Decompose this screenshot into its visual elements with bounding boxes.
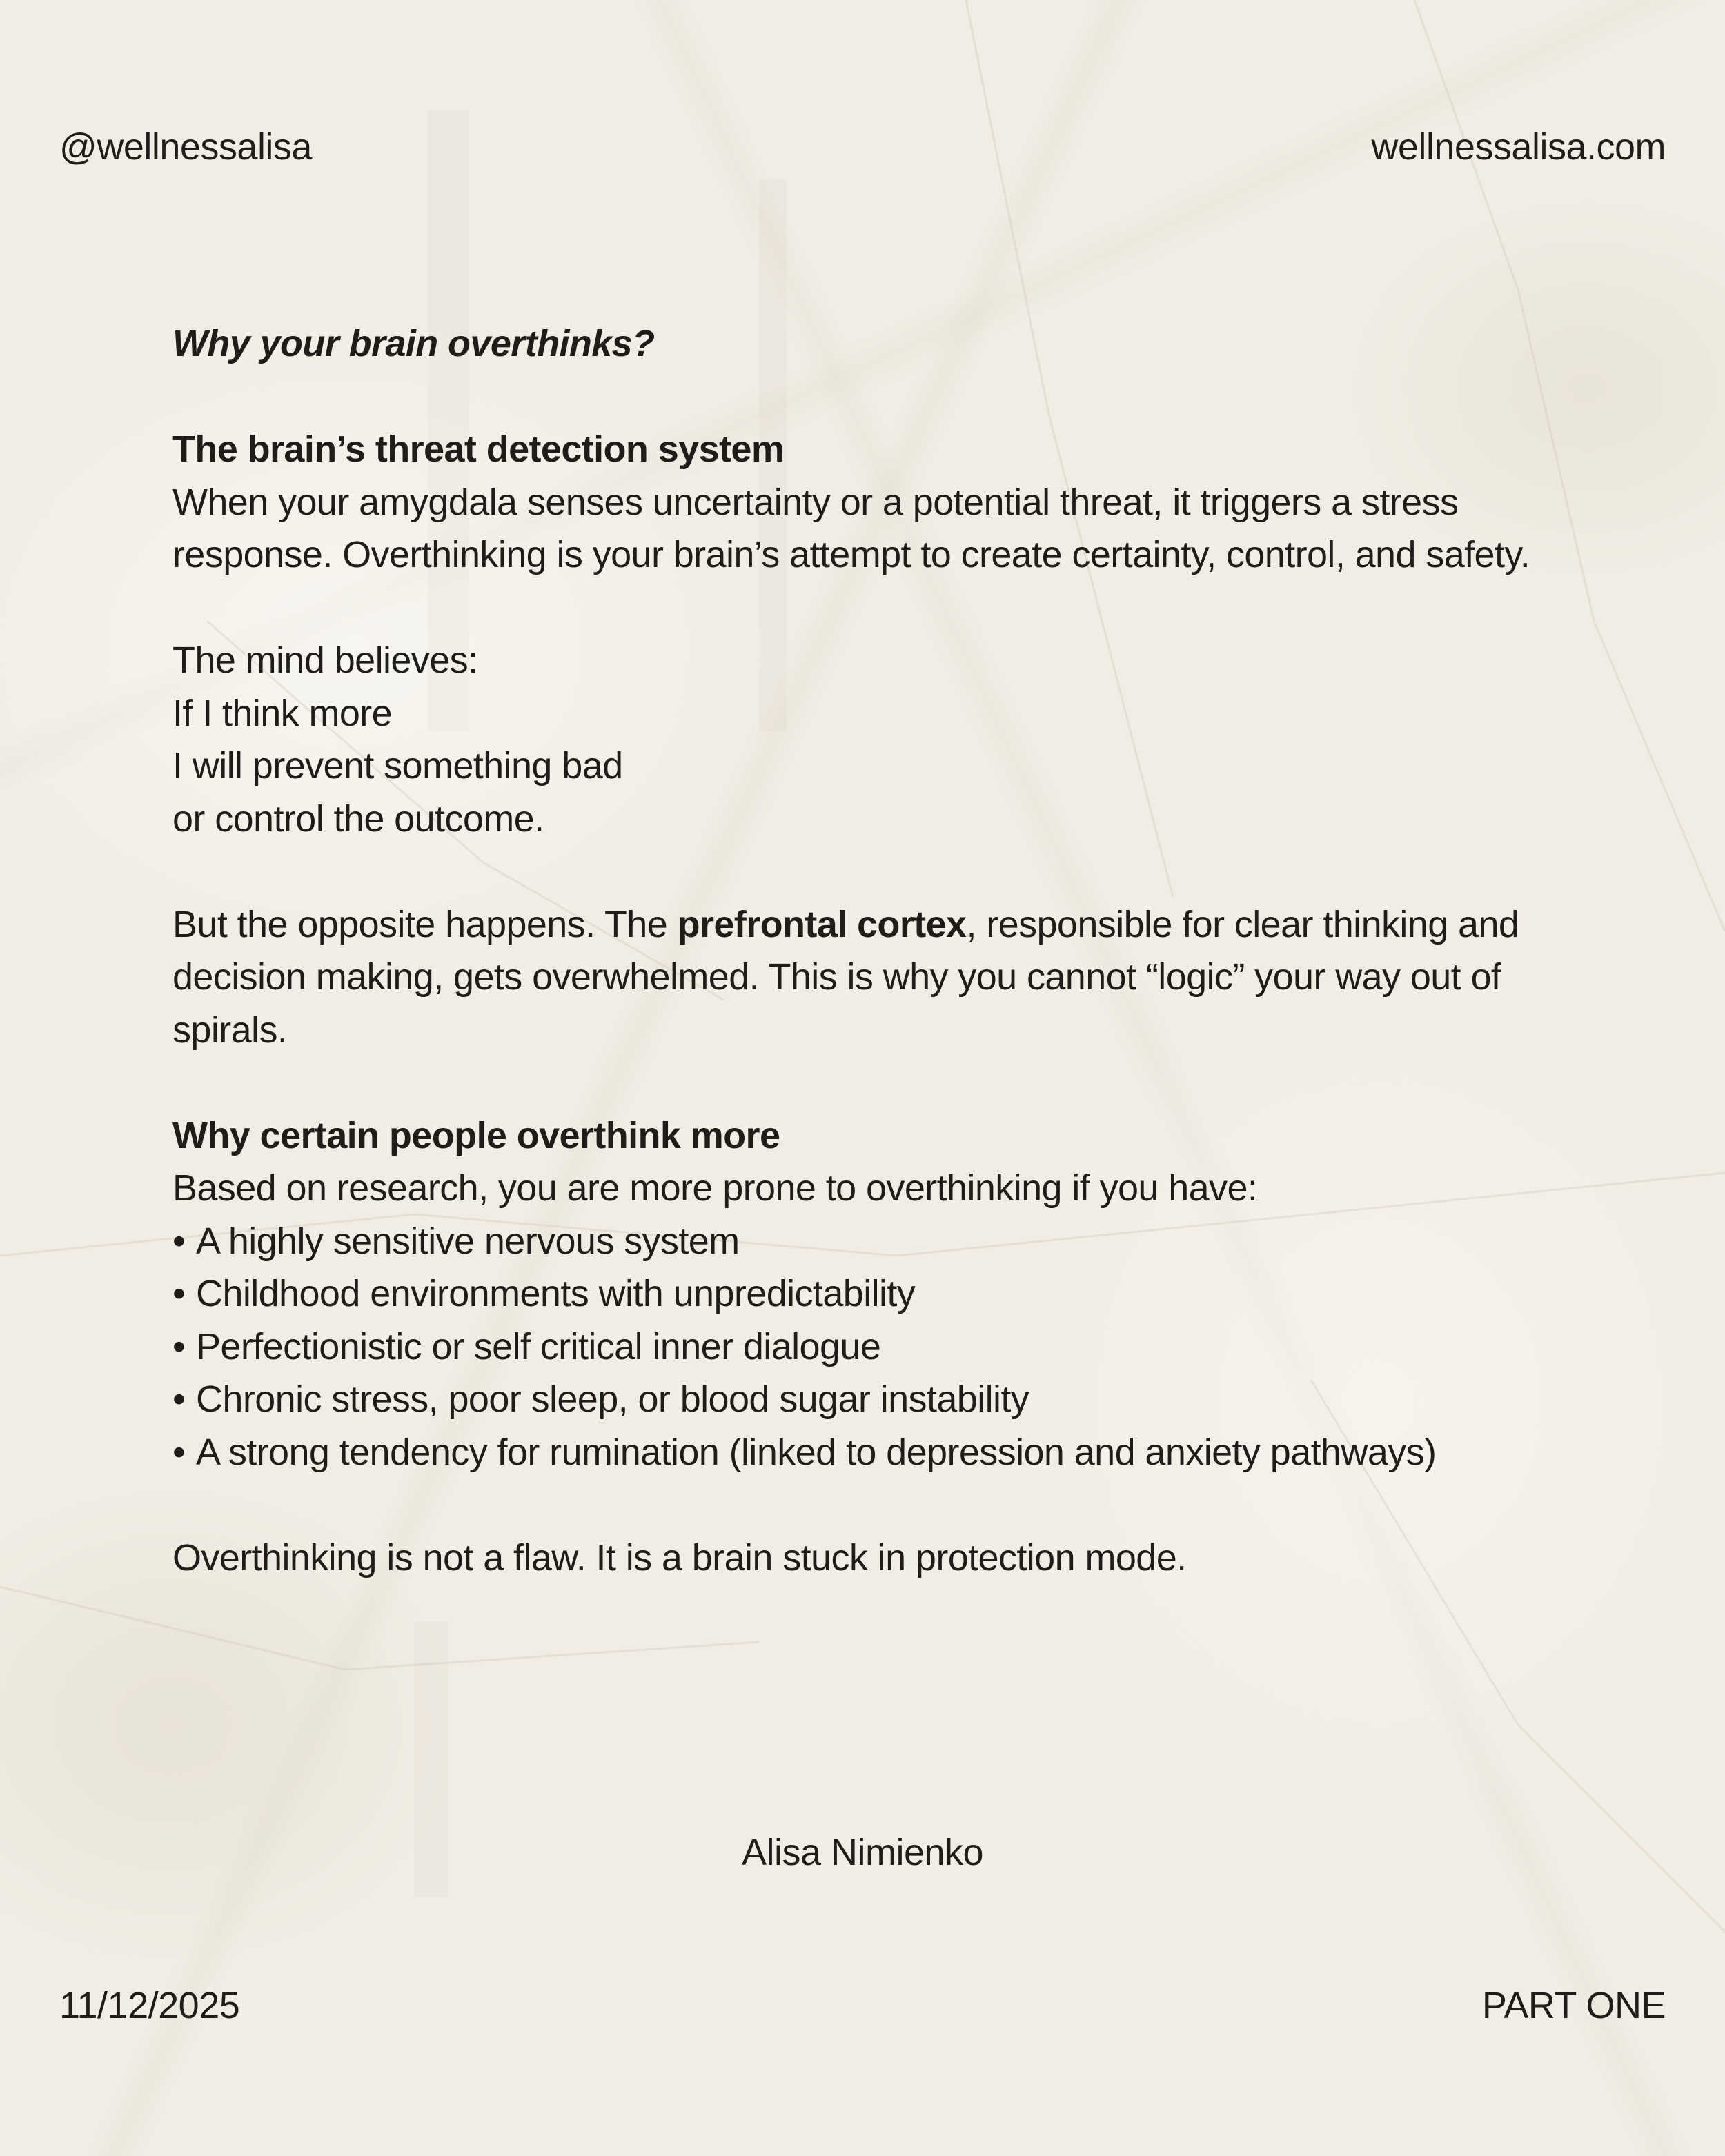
part-label: PART ONE	[1481, 1985, 1666, 2026]
list-item	[172, 1267, 1587, 1321]
article-title: Why your brain overthinks?	[172, 323, 655, 364]
belief-line: I will prevent something bad	[172, 745, 623, 787]
research-intro: Based on research, you are more prone to overthinking if you have:	[172, 1167, 1258, 1209]
author-signature: Alisa Nimienko	[741, 1832, 984, 1873]
website-url: wellnessalisa.com	[1371, 126, 1666, 168]
list-item-text: Perfectionistic or self critical inner dialogue	[196, 1325, 881, 1367]
list-item-text: Chronic stress, poor sleep, or blood sugar instability	[196, 1378, 1029, 1420]
bullet-icon: •	[172, 1220, 186, 1262]
list-item	[172, 1426, 1587, 1479]
paragraph-prefrontal-cortex	[172, 898, 1587, 1057]
list-item	[172, 1321, 1587, 1374]
list-item-text: A highly sensitive nervous system	[196, 1220, 740, 1262]
article-body	[172, 317, 1587, 1584]
list-item	[172, 1215, 1587, 1268]
section-heading-who: Why certain people overthink more	[172, 1114, 780, 1156]
belief-line: or control the outcome.	[172, 798, 544, 840]
paragraph-amygdala: When your amygdala senses uncertainty or a potential threat, it triggers a stress response. Overthinking is your brain’s attempt to create certainty, control, and safety.	[172, 481, 1530, 575]
bullet-icon: •	[172, 1273, 186, 1314]
belief-line: If I think more	[172, 692, 393, 734]
cortex-text-after: , responsible for clear thinking and decision making, gets overwhelmed. This is why you cannot “logic” your way out of spirals.	[172, 903, 1519, 1051]
list-item	[172, 1373, 1587, 1426]
mind-believes-intro: The mind believes:	[172, 640, 478, 681]
social-handle: @wellnessalisa	[59, 126, 312, 168]
cortex-bold-term: prefrontal cortex	[677, 903, 967, 945]
bullet-icon: •	[172, 1378, 186, 1420]
publish-date: 11/12/2025	[59, 1985, 240, 2026]
closing-statement: Overthinking is not a flaw. It is a brain stuck in protection mode.	[172, 1536, 1187, 1579]
bullet-icon: •	[172, 1325, 186, 1367]
risk-factor-list	[172, 1215, 1587, 1479]
bullet-icon: •	[172, 1431, 186, 1473]
cortex-text-before: But the opposite happens. The	[172, 903, 678, 945]
list-item-text: Childhood environments with unpredictability	[196, 1273, 916, 1314]
list-item-text: A strong tendency for rumination (linked to depression and anxiety pathways)	[196, 1431, 1437, 1473]
section-heading-threat: The brain’s threat detection system	[172, 428, 785, 470]
